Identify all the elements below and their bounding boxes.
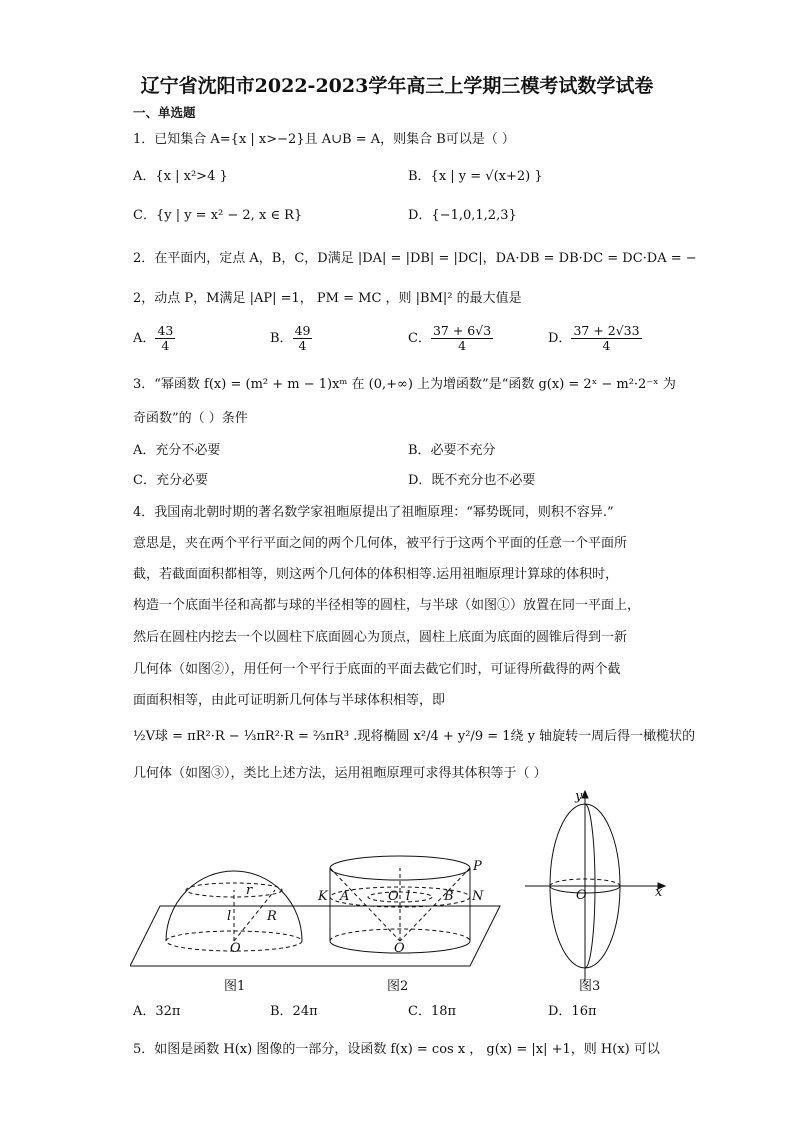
- q4-option-b: B．24π: [270, 1004, 318, 1019]
- denominator: 4: [298, 338, 307, 353]
- numerator: 43: [157, 323, 174, 338]
- q3-line1: 3．“幂函数 f(x) = (m² + m − 1)xᵐ 在 (0,+∞) 上为增函数”是“函数 g(x) = 2ˣ − m²·2⁻ˣ 为: [133, 377, 676, 392]
- q4-line-5: 几何体（如图②），用任何一个平行于底面的平面去截它们时，可证得所截得的两个截: [133, 662, 621, 677]
- figure2-caption: 图2: [387, 979, 409, 994]
- numerator: 37 + 2√33: [573, 323, 640, 338]
- q4-formula-line: ½V球 = πR²·R − ⅓πR²·R = ⅔πR³ .现将椭圆 x²/4 + y²/9 = 1绕 y 轴旋转一周后得一橄榄状的: [133, 729, 696, 744]
- q2-option-b: [270, 324, 312, 353]
- q2-option-c: [408, 324, 493, 353]
- q1-option-a: A．{x | x²>4 }: [133, 169, 228, 184]
- option-label: D．: [548, 331, 572, 346]
- base-plane: [130, 906, 500, 966]
- q4-option-d: D．16π: [548, 1004, 597, 1019]
- q3-option-d: D．既不充分也不必要: [408, 473, 536, 488]
- q4-line-1: 意思是，夹在两个平行平面之间的两个几何体，被平行于这两个平面的任意一个平面所: [133, 536, 628, 551]
- svg-text:K: K: [318, 889, 328, 904]
- q2-option-a: [133, 324, 175, 353]
- svg-text:O: O: [230, 941, 241, 956]
- page-title: 辽宁省沈阳市2022-2023学年高三上学期三模考试数学试卷: [140, 75, 654, 97]
- q3-option-a: A．充分不必要: [133, 443, 221, 458]
- q1-stem: 1．已知集合 A={x | x>−2}且 A∪B = A，则集合 B可以是（ ）: [133, 132, 515, 147]
- denominator: 4: [458, 338, 467, 353]
- q1-option-c: C．{y | y = x² − 2, x ∈ R}: [133, 208, 303, 223]
- svg-text:l: l: [227, 909, 232, 924]
- q3-option-c: C．充分必要: [133, 473, 208, 488]
- svg-text:O: O: [388, 889, 399, 904]
- q3-line2: 奇函数”的（ ）条件: [133, 411, 248, 426]
- numerator: 49: [294, 323, 311, 338]
- q4-figures: [130, 786, 690, 998]
- q2-line1: 2．在平面内，定点 A，B，C，D满足 |DA| = |DB| = |DC|，DA·DB = DB·DC = DC·DA = −: [133, 251, 697, 266]
- q5-line1: 5．如图是函数 H(x) 图像的一部分，设函数 f(x) = cos x ， g(x) = |x| +1，则 H(x) 可以: [133, 1042, 660, 1057]
- q4-line-2: 截，若截面面积都相等，则这两个几何体的体积相等.运用祖暅原理计算球的体积时，: [133, 567, 619, 582]
- svg-text:P: P: [473, 859, 482, 874]
- svg-text:N: N: [472, 889, 484, 904]
- q1-option-d: D．{−1,0,1,2,3}: [408, 208, 517, 223]
- option-label: B．: [270, 331, 293, 346]
- svg-text:O: O: [394, 941, 405, 956]
- svg-text:B: B: [444, 889, 454, 904]
- numerator: 37 + 6√3: [432, 323, 492, 338]
- svg-text:O: O: [576, 888, 587, 903]
- svg-text:R: R: [267, 909, 277, 924]
- figure1-caption: 图1: [224, 979, 246, 994]
- denominator: 4: [161, 338, 170, 353]
- q4-line-6: 面面积相等，由此可证明新几何体与半球体积相等，即: [133, 693, 446, 708]
- svg-text:r: r: [246, 883, 253, 898]
- q4-option-c: C．18π: [408, 1004, 457, 1019]
- q4-line-last: 几何体（如图③），类比上述方法，运用祖暅原理可求得其体积等于（ ）: [133, 766, 547, 781]
- svg-text:y: y: [575, 789, 583, 804]
- q4-line-0: 4．我国南北朝时期的著名数学家祖暅原提出了祖暅原理：“幂势既同，则积不容异.”: [133, 505, 614, 520]
- svg-text:l: l: [406, 889, 411, 904]
- q4-option-a: A．32π: [133, 1004, 181, 1019]
- q1-option-b: B．{x | y = √(x+2) }: [408, 169, 543, 184]
- option-label: A．: [133, 331, 156, 346]
- figure3-caption: 图3: [579, 979, 601, 994]
- q2-line2: 2，动点 P，M满足 |AP| =1， PM = MC ，则 |BM|² 的最大值是: [133, 291, 522, 306]
- q3-option-b: B．必要不充分: [408, 443, 496, 458]
- q4-line-4: 然后在圆柱内挖去一个以圆柱下底面圆心为顶点，圆柱上底面为底面的圆锥后得到一新: [133, 630, 628, 645]
- svg-text:x: x: [655, 885, 663, 900]
- denominator: 4: [602, 338, 611, 353]
- section-heading: 一、单选题: [133, 105, 196, 120]
- option-label: C．: [408, 331, 431, 346]
- q4-line-3: 构造一个底面半径和高都与球的半径相等的圆柱，与半球（如图①）放置在同一平面上，: [133, 598, 641, 613]
- svg-text:A: A: [340, 889, 350, 904]
- q2-option-d: [548, 324, 642, 353]
